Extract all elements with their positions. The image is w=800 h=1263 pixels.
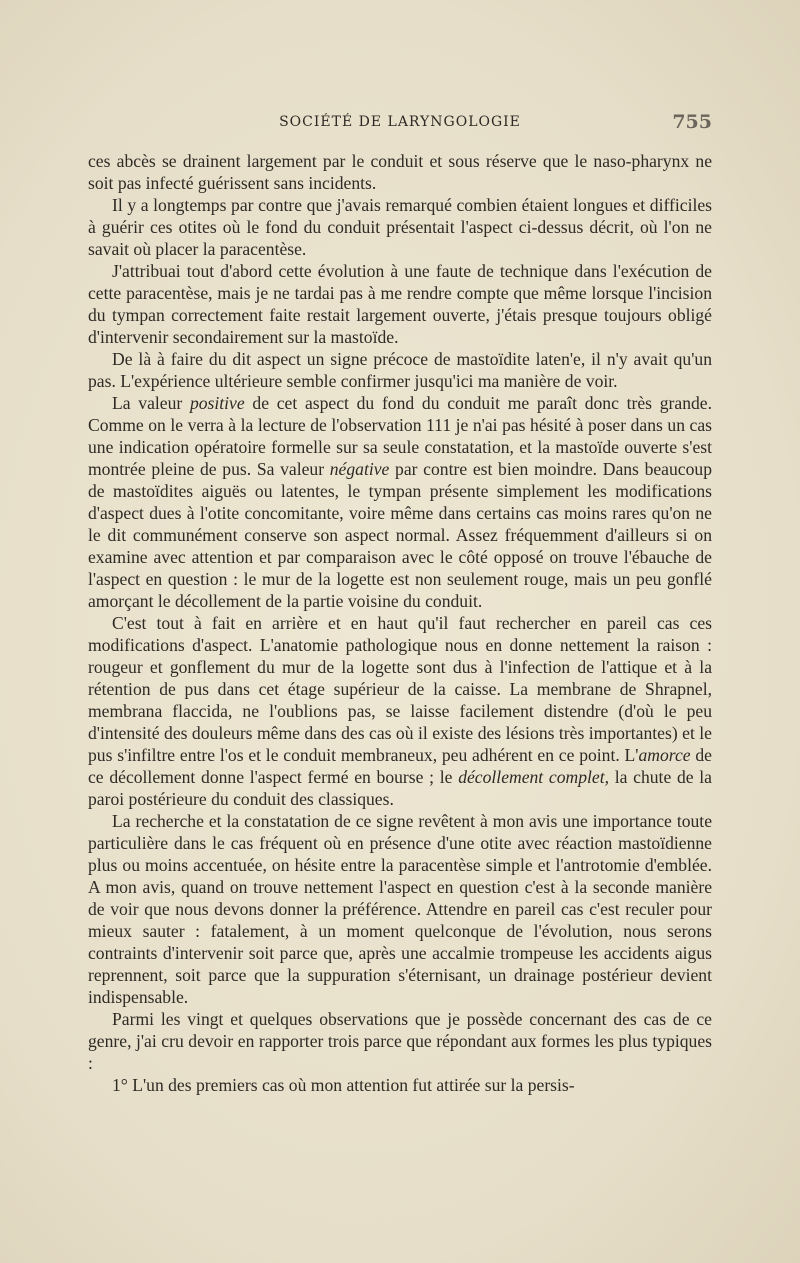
page-number: 755 <box>672 111 712 133</box>
paragraph <box>88 810 712 1008</box>
paragraph-text: par contre est bien moindre. Dans beaucoup de mastoïdites aiguës ou latentes, le tympan présente simplement les modifications d'aspect dues à l'otite concomitante, voire même dans certains cas moins rares qu'on ne le dit communément conserve son aspect normal. Assez fréquemment d'ailleurs si on examine avec attention et par comparaison avec le côté opposé on trouve l'ébauche de l'aspect en question : le mur de la logette est non seulement rouge, mais un peu gonflé amorçant le décollement de la partie voisine du conduit. <box>88 459 712 611</box>
paragraph-text: ces abcès se drainent largement par le conduit et sous réserve que le naso-pharynx ne soit pas infecté guérissent sans incidents. <box>88 151 712 193</box>
paragraph-text: la chute de la paroi postérieure du conduit des classiques. <box>88 767 712 809</box>
paragraph-text: de ce décollement donne l'aspect fermé en bourse ; le <box>88 745 712 787</box>
italic-text: positive <box>189 393 245 413</box>
italic-text: amorce <box>638 745 691 765</box>
paragraph-text: Parmi les vingt et quelques observations que je possède concernant des cas de ce genre, j'ai cru devoir en rapporter trois parce que répondant aux formes les plus typiques : <box>88 1009 712 1073</box>
paragraph-text: J'attribuai tout d'abord cette évolution à une faute de technique dans l'exécution de cette paracentèse, mais je ne tardai pas à me rendre compte que même lorsque l'incision du tympan correctement faite restait largement ouverte, j'étais presque toujours obligé d'intervenir secondairement sur la mastoïde. <box>88 261 712 347</box>
paragraph-text: De là à faire du dit aspect un signe précoce de mastoïdite laten'e, il n'y avait qu'un pas. L'expérience ultérieure semble confirmer jusqu'ici ma manière de voir. <box>88 349 712 391</box>
running-head: SOCIÉTÉ DE LARYNGOLOGIE <box>279 114 521 130</box>
paragraph-text: de cet aspect du fond du conduit me paraît donc très grande. Comme on le verra à la lecture de l'observation 111 je n'ai pas hésité à poser dans un cas une indication opératoire formelle sur sa seule constatation, et la mastoïde ouverte s'est montrée pleine de pus. Sa valeur <box>88 393 712 479</box>
paragraph <box>88 1074 712 1096</box>
paragraph <box>88 612 712 810</box>
paragraph-text: La recherche et la constatation de ce signe revêtent à mon avis une importance toute particulière dans le cas fréquent où en présence d'une otite avec réaction mastoïdienne plus ou moins accentuée, on hésite entre la paracentèse simple et l'antrotomie d'emblée. A mon avis, quand on trouve nettement l'aspect en question c'est à la seconde manière de voir que nous devons donner la préférence. Attendre en pareil cas c'est reculer pour mieux sauter : fatalement, à un moment quelconque de l'évolution, nous serons contraints d'intervenir soit parce que, après une accalmie trompeuse les accidents aigus reprennent, soit parce que la suppuration s'éternisant, un drainage postérieur devient indispensable. <box>88 811 712 1007</box>
paragraph-text: C'est tout à fait en arrière et en haut qu'il faut rechercher en pareil cas ces modifications d'aspect. L'anatomie pathologique nous en donne nettement la raison : rougeur et gonflement du mur de la logette sont dus à l'infection de l'attique et à la rétention de pus dans cet étage supérieur de la caisse. La membrane de Shrapnel, membrana flaccida, ne l'oublions pas, se laisse facilement distendre (d'où le peu d'intensité des douleurs même dans des cas où il existe des lésions très importantes) et le pus s'infiltre entre l'os et le conduit membraneux, peu adhérent en ce point. L' <box>88 613 712 765</box>
paragraph-text: Il y a longtemps par contre que j'avais remarqué combien étaient longues et difficiles à guérir ces otites où le fond du conduit présentait l'aspect ci-dessus décrit, où l'on ne savait où placer la paracentèse. <box>88 195 712 259</box>
paragraph <box>88 392 712 612</box>
body-text <box>88 150 712 1096</box>
paragraph <box>88 150 712 194</box>
page-header <box>88 111 712 138</box>
paragraph-text: La valeur <box>112 393 190 413</box>
paragraph <box>88 1008 712 1074</box>
paragraph <box>88 194 712 260</box>
paragraph <box>88 348 712 392</box>
paragraph-text: 1° L'un des premiers cas où mon attention fut attirée sur la persis- <box>112 1075 575 1095</box>
italic-text: décollement complet, <box>458 767 610 787</box>
paragraph <box>88 260 712 348</box>
italic-text: négative <box>329 459 390 479</box>
